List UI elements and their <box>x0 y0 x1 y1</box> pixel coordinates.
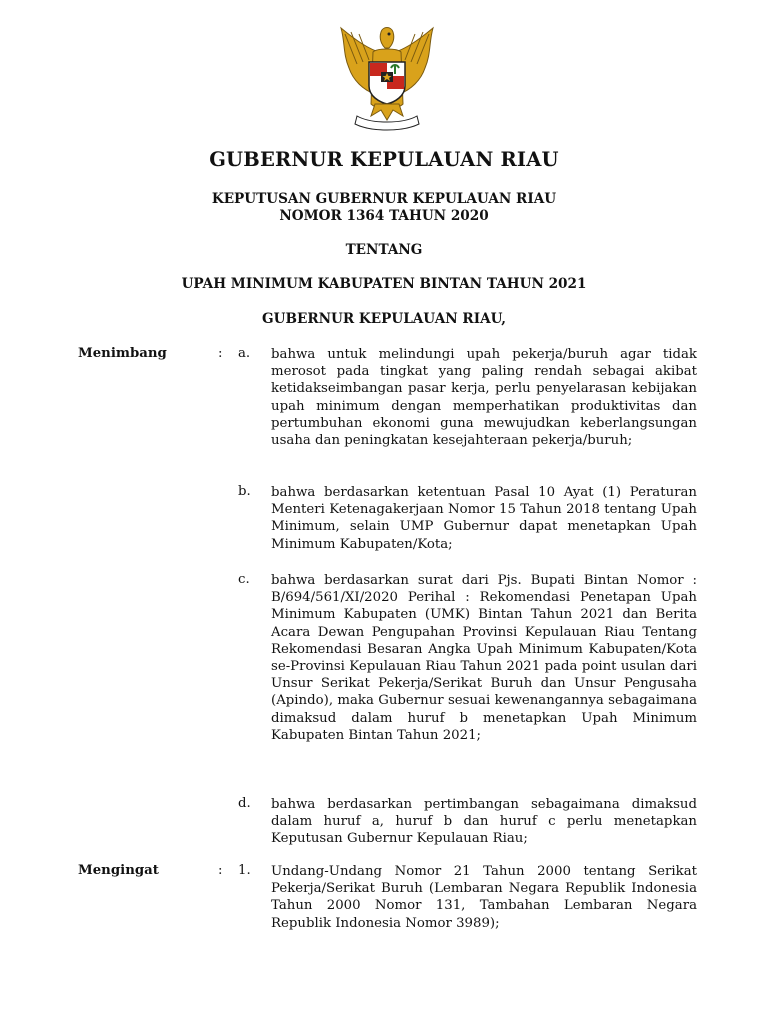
item-marker: a. <box>238 346 251 361</box>
governor-heading: GUBERNUR KEPULAUAN RIAU, <box>262 311 506 327</box>
decree-title: KEPUTUSAN GUBERNUR KEPULAUAN RIAU <box>211 191 557 207</box>
section-label: Mengingat <box>78 863 159 878</box>
decree-subject: UPAH MINIMUM KABUPATEN BINTAN TAHUN 2021 <box>181 276 587 292</box>
section-colon: : <box>218 863 223 878</box>
document-title: GUBERNUR KEPULAUAN RIAU <box>209 148 559 171</box>
section-colon: : <box>218 346 223 361</box>
item-text: bahwa berdasarkan pertimbangan sebagaimana dimaksud dalam huruf a, huruf b dan huruf c perlu menetapkan Keputusan Gubernur Kepulauan Riau; <box>271 797 697 847</box>
item-marker: c. <box>238 572 250 587</box>
about-heading: TENTANG <box>345 242 423 258</box>
item-text: bahwa berdasarkan surat dari Pjs. Bupati Bintan Nomor : B/694/561/XI/2020 Perihal : Rekomendasi Penetapan Upah Minimum Kabupaten (UMK) Bintan Tahun 2021 dan Berita Acara Dewan Pengupahan Provinsi Kepulauan Riau Tentang Rekomendasi Besaran Angka Upah Minimum Kabupaten/Kota se-Provinsi Kepulauan Riau Tahun 2021 pada point usulan dari Unsur Serikat Pekerja/Serikat Buruh dan Unsur Pengusaha (Apindo), maka Gubernur sesuai kewenangannya sebagaimana dimaksud dalam huruf b menetapkan Upah Minimum Kabupaten Bintan Tahun 2021; <box>271 573 697 743</box>
item-marker: b. <box>238 484 251 499</box>
section-label: Menimbang <box>78 346 167 361</box>
garuda-emblem-icon <box>331 24 443 132</box>
item-text: bahwa untuk melindungi upah pekerja/buruh agar tidak merosot pada tingkat yang paling rendah sebagai akibat ketidakseimbangan pasar kerja, perlu penyelarasan kebijakan upah minimum dengan memperhatikan produktivitas dan pertumbuhan ekonomi guna mewujudkan keberlangsungan usaha dan peningkatan kesejahteraan pekerja/buruh; <box>271 347 697 449</box>
decree-number: NOMOR 1364 TAHUN 2020 <box>279 208 489 224</box>
item-marker: d. <box>238 796 251 811</box>
item-text: bahwa berdasarkan ketentuan Pasal 10 Ayat (1) Peraturan Menteri Ketenagakerjaan Nomor 15 Tahun 2018 tentang Upah Minimum, selain UMP Gubernur dapat menetapkan Upah Minimum Kabupaten/Kota; <box>271 485 697 552</box>
item-marker: 1. <box>238 863 251 878</box>
item-text: Undang-Undang Nomor 21 Tahun 2000 tentang Serikat Pekerja/Serikat Buruh (Lembaran Negara Republik Indonesia Tahun 2000 Nomor 131, Tambahan Lembaran Negara Republik Indonesia Nomor 3989); <box>271 864 697 931</box>
